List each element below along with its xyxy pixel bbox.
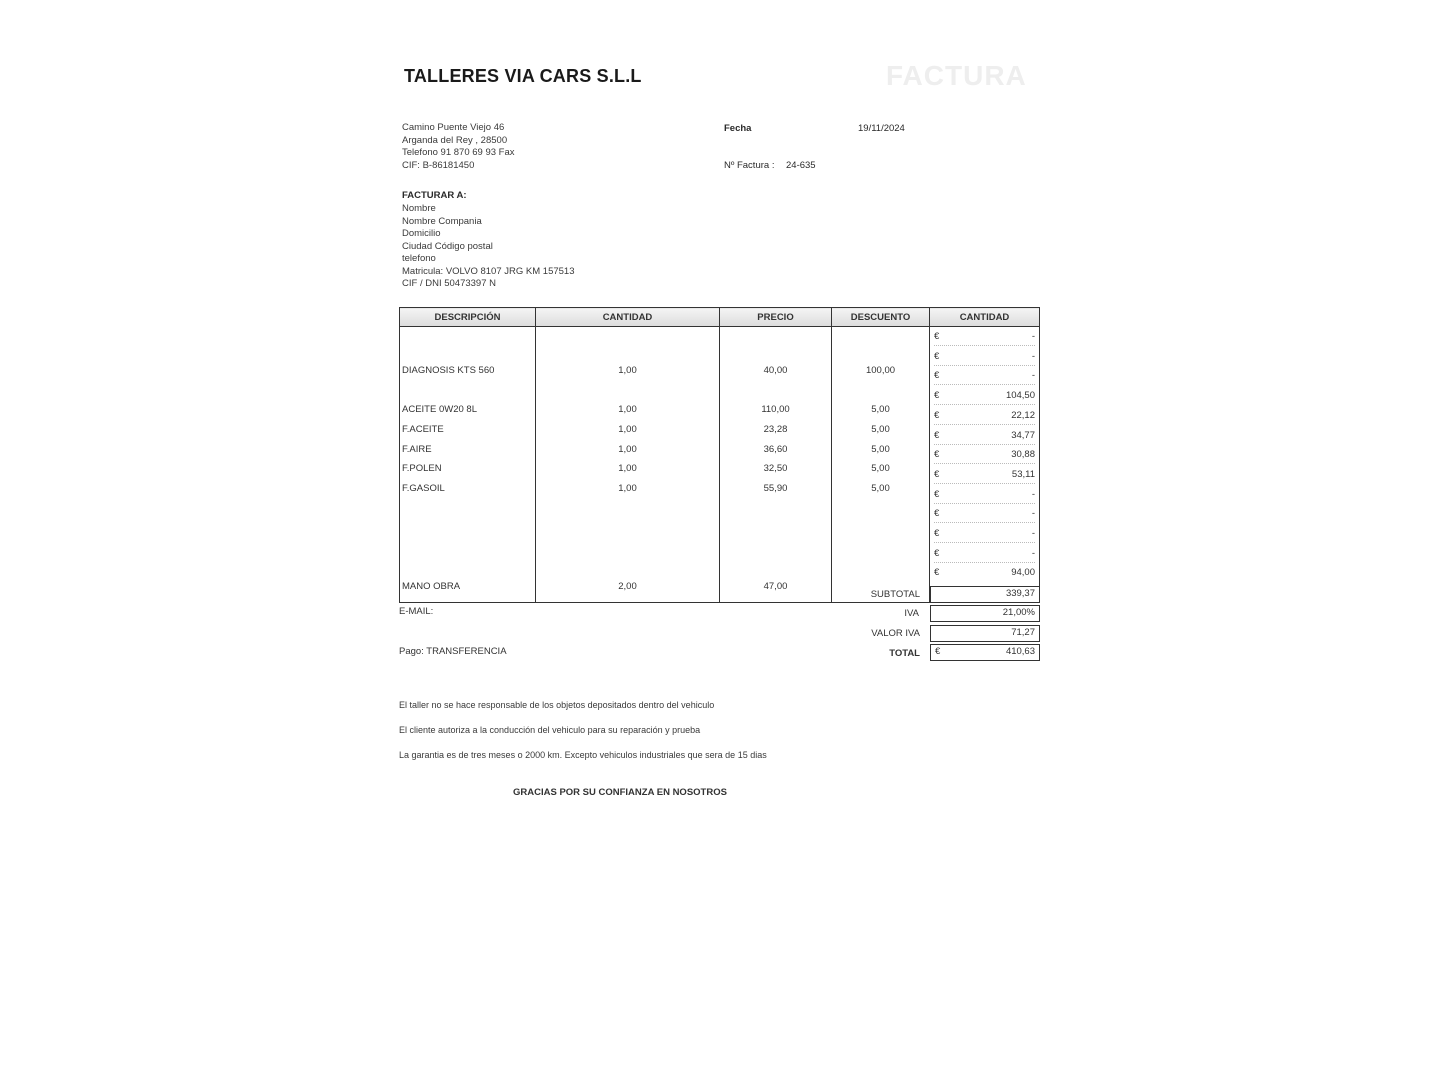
authorization-note: El cliente autoriza a la conducción del vehiculo para su reparación y prueba bbox=[399, 725, 701, 735]
discount-column bbox=[832, 327, 930, 603]
header-cantidad: CANTIDAD bbox=[536, 308, 720, 327]
item-quantity: 1,00 bbox=[618, 463, 637, 475]
amount-value: 34,77 bbox=[1011, 429, 1035, 441]
iva-amount-value: 71,27 bbox=[1011, 627, 1035, 638]
company-name: TALLERES VIA CARS S.L.L bbox=[404, 66, 642, 86]
bill-to-line: Nombre Compania bbox=[402, 215, 482, 227]
description-column bbox=[400, 327, 536, 603]
quantity-column bbox=[536, 327, 720, 603]
client-id-line: CIF / DNI 50473397 N bbox=[402, 278, 496, 289]
total-box bbox=[930, 644, 1040, 661]
bill-to-block bbox=[402, 203, 575, 291]
header-descuento: DESCUENTO bbox=[832, 308, 930, 327]
address-line: Camino Puente Viejo 46 bbox=[402, 122, 505, 133]
amount-value: - bbox=[1031, 350, 1035, 362]
item-price: 47,00 bbox=[763, 581, 788, 593]
email-label: E-MAIL: bbox=[399, 606, 434, 617]
amount-value: - bbox=[1031, 488, 1035, 500]
subtotal-label: SUBTOTAL bbox=[870, 589, 920, 600]
item-discount: 100,00 bbox=[865, 364, 896, 376]
item-quantity: 1,00 bbox=[618, 404, 637, 416]
table-header-row bbox=[400, 308, 1040, 327]
iva-box bbox=[930, 605, 1040, 622]
total-label: TOTAL bbox=[889, 648, 920, 659]
euro-sign: € bbox=[934, 350, 940, 362]
amount-column bbox=[930, 327, 1040, 603]
euro-sign: € bbox=[934, 488, 940, 500]
header-importe: CANTIDAD bbox=[930, 308, 1040, 327]
invoice-number-label: Nº Factura : bbox=[724, 160, 775, 171]
phone-line: Telefono 91 870 69 93 Fax bbox=[402, 147, 515, 158]
item-description: F.AIRE bbox=[402, 443, 432, 455]
bill-to-line: Ciudad Código postal bbox=[402, 240, 493, 252]
item-price: 23,28 bbox=[763, 423, 788, 435]
euro-sign: € bbox=[934, 547, 940, 559]
warranty-note: La garantia es de tres meses o 2000 km. Excepto vehiculos industriales que sera de 15 dias bbox=[399, 750, 767, 760]
subtotal-box bbox=[930, 586, 1040, 603]
items-table bbox=[399, 307, 1040, 603]
item-quantity: 1,00 bbox=[618, 423, 637, 435]
amount-value: - bbox=[1031, 370, 1035, 382]
bill-to-line: telefono bbox=[402, 253, 436, 264]
price-column bbox=[720, 327, 832, 603]
item-description: F.ACEITE bbox=[402, 423, 444, 435]
subtotal-value: 339,37 bbox=[1005, 588, 1035, 599]
amount-value: - bbox=[1031, 528, 1035, 539]
item-quantity: 1,00 bbox=[618, 482, 637, 494]
amount-value: 104,50 bbox=[1005, 390, 1035, 402]
bill-to-line: Nombre bbox=[402, 203, 436, 214]
euro-sign: € bbox=[935, 646, 941, 657]
item-quantity: 2,00 bbox=[618, 581, 637, 593]
header-descripcion: DESCRIPCIÓN bbox=[400, 308, 536, 327]
euro-sign: € bbox=[934, 429, 940, 441]
iva-amount-label: VALOR IVA bbox=[871, 628, 920, 639]
euro-sign: € bbox=[934, 528, 940, 539]
bill-to-line: Domicilio bbox=[402, 228, 441, 239]
item-discount: 5,00 bbox=[871, 482, 890, 494]
iva-value: 21,00% bbox=[1002, 607, 1035, 618]
item-price: 32,50 bbox=[763, 463, 788, 475]
euro-sign: € bbox=[934, 567, 940, 579]
disclaimer-note: El taller no se hace responsable de los objetos depositados dentro del vehiculo bbox=[399, 700, 715, 710]
item-discount: 5,00 bbox=[871, 423, 890, 435]
address-line: Arganda del Rey , 28500 bbox=[402, 134, 508, 146]
date-value: 19/11/2024 bbox=[858, 123, 905, 134]
euro-sign: € bbox=[934, 370, 940, 382]
amount-value: - bbox=[1031, 508, 1035, 520]
date-label: Fecha bbox=[724, 123, 752, 134]
company-address bbox=[402, 122, 515, 172]
euro-sign: € bbox=[934, 390, 940, 402]
item-description: MANO OBRA bbox=[402, 581, 461, 593]
iva-label: IVA bbox=[904, 608, 919, 619]
item-price: 40,00 bbox=[763, 364, 788, 376]
item-discount: 5,00 bbox=[871, 443, 890, 455]
thanks-message: GRACIAS POR SU CONFIANZA EN NOSOTROS bbox=[513, 787, 727, 798]
amount-value: 22,12 bbox=[1011, 409, 1035, 421]
header-precio: PRECIO bbox=[720, 308, 832, 327]
item-price: 55,90 bbox=[763, 482, 788, 494]
item-quantity: 1,00 bbox=[618, 443, 637, 455]
item-price: 36,60 bbox=[763, 443, 788, 455]
euro-sign: € bbox=[934, 508, 940, 520]
item-description: F.POLEN bbox=[402, 463, 442, 475]
item-description: ACEITE 0W20 8L bbox=[402, 404, 477, 416]
euro-sign: € bbox=[934, 449, 940, 461]
item-price: 110,00 bbox=[761, 404, 790, 416]
item-discount: 5,00 bbox=[871, 404, 890, 416]
euro-sign: € bbox=[934, 409, 940, 421]
euro-sign: € bbox=[934, 468, 940, 480]
total-value: 410,63 bbox=[1005, 646, 1035, 657]
item-description: F.GASOIL bbox=[402, 482, 445, 494]
amount-value: - bbox=[1031, 547, 1035, 559]
cif-line: CIF: B-86181450 bbox=[402, 159, 475, 171]
amount-value: 53,11 bbox=[1011, 468, 1035, 480]
amount-value: - bbox=[1031, 331, 1035, 342]
table-body-row bbox=[400, 327, 1040, 603]
iva-amount-box bbox=[930, 625, 1040, 642]
invoice-number-value: 24-635 bbox=[786, 160, 816, 171]
vehicle-line: Matricula: VOLVO 8107 JRG KM 157513 bbox=[402, 265, 575, 277]
item-discount: 5,00 bbox=[871, 463, 890, 475]
item-description: DIAGNOSIS KTS 560 bbox=[402, 364, 495, 376]
amount-value: 30,88 bbox=[1011, 449, 1035, 461]
item-quantity: 1,00 bbox=[618, 364, 637, 376]
euro-sign: € bbox=[934, 331, 940, 342]
bill-to-title: FACTURAR A: bbox=[402, 190, 467, 201]
payment-method: Pago: TRANSFERENCIA bbox=[399, 646, 507, 657]
document-title: FACTURA bbox=[886, 60, 1027, 91]
amount-value: 94,00 bbox=[1011, 567, 1035, 579]
